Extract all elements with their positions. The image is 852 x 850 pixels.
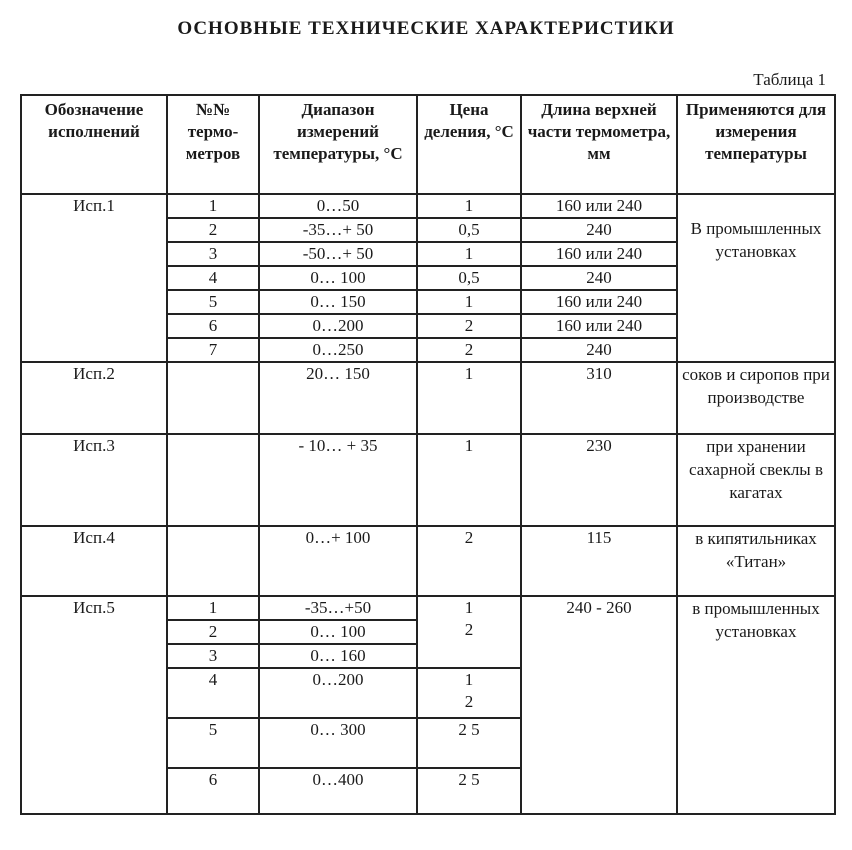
header-row — [21, 95, 835, 194]
division-cell — [417, 668, 521, 718]
range-cell: 0…200 — [259, 668, 417, 718]
length-cell: 160 или 240 — [521, 314, 677, 338]
range-cell: - 10… + 35 — [259, 434, 417, 526]
range-cell: 0…50 — [259, 194, 417, 218]
range-cell: 20… 150 — [259, 362, 417, 434]
range-cell: -50…+ 50 — [259, 242, 417, 266]
num-cell: 3 — [167, 242, 259, 266]
length-cell: 230 — [521, 434, 677, 526]
header-application: Применяются для измерения температуры — [677, 95, 835, 194]
num-cell — [167, 526, 259, 596]
range-cell: 0… 150 — [259, 290, 417, 314]
num-cell: 3 — [167, 644, 259, 668]
num-cell: 6 — [167, 314, 259, 338]
num-cell: 4 — [167, 266, 259, 290]
table-row — [21, 526, 835, 596]
designation-cell: Исп.3 — [21, 434, 167, 526]
division-value: 2 — [464, 692, 474, 711]
num-cell: 1 — [167, 596, 259, 620]
range-cell: 0… 100 — [259, 266, 417, 290]
range-cell: 0… 300 — [259, 718, 417, 768]
division-cell: 1 — [417, 194, 521, 218]
designation-cell: Исп.2 — [21, 362, 167, 434]
division-cell: 2 5 — [417, 718, 521, 768]
division-cell: 2 — [417, 526, 521, 596]
application-cell: при хранении сахарной свеклы в кагатах — [677, 434, 835, 526]
length-cell: 160 или 240 — [521, 290, 677, 314]
application-cell: соков и сиропов при производстве — [677, 362, 835, 434]
page-title: ОСНОВНЫЕ ТЕХНИЧЕСКИЕ ХАРАКТЕРИСТИКИ — [177, 18, 675, 39]
designation-cell: Исп.4 — [21, 526, 167, 596]
table-row — [21, 362, 835, 434]
header-length: Длина верхней части термометра, мм — [521, 95, 677, 194]
division-cell: 1 — [417, 362, 521, 434]
num-cell — [167, 362, 259, 434]
length-cell: 240 - 260 — [521, 596, 677, 814]
division-cell: 0,5 — [417, 218, 521, 242]
division-cell: 2 5 — [417, 768, 521, 814]
designation-cell: Исп.5 — [21, 596, 167, 814]
table-row — [21, 194, 835, 218]
range-cell: 0…+ 100 — [259, 526, 417, 596]
num-cell: 5 — [167, 290, 259, 314]
division-cell: 1 — [417, 434, 521, 526]
division-cell: 1 — [417, 290, 521, 314]
division-value: 2 — [464, 620, 474, 639]
num-cell: 7 — [167, 338, 259, 362]
num-cell: 4 — [167, 668, 259, 718]
division-cell: 1 — [417, 242, 521, 266]
table-number: Таблица 1 — [753, 70, 826, 89]
num-cell: 2 — [167, 620, 259, 644]
num-cell: 2 — [167, 218, 259, 242]
header-division: Цена деления, °С — [417, 95, 521, 194]
length-cell: 115 — [521, 526, 677, 596]
division-cell: 2 — [417, 338, 521, 362]
num-cell: 1 — [167, 194, 259, 218]
division-cell — [417, 596, 521, 668]
designation-cell: Исп.1 — [21, 194, 167, 362]
num-cell: 6 — [167, 768, 259, 814]
length-cell: 310 — [521, 362, 677, 434]
characteristics-table — [20, 94, 836, 815]
length-cell: 240 — [521, 266, 677, 290]
header-numbers: №№ термо- метров — [167, 95, 259, 194]
table-row — [21, 434, 835, 526]
table-row — [21, 596, 835, 620]
range-cell: 0… 100 — [259, 620, 417, 644]
range-cell: 0… 160 — [259, 644, 417, 668]
length-cell: 160 или 240 — [521, 194, 677, 218]
range-cell: 0…250 — [259, 338, 417, 362]
application-cell: в промышленных установках — [677, 596, 835, 814]
length-cell: 160 или 240 — [521, 242, 677, 266]
division-value: 1 — [464, 670, 474, 689]
range-cell: -35…+ 50 — [259, 218, 417, 242]
length-cell: 240 — [521, 338, 677, 362]
num-cell: 5 — [167, 718, 259, 768]
header-designation: Обозначение исполнений — [21, 95, 167, 194]
num-cell — [167, 434, 259, 526]
range-cell: -35…+50 — [259, 596, 417, 620]
header-range: Диапазон измерений температуры, °С — [259, 95, 417, 194]
division-cell: 0,5 — [417, 266, 521, 290]
range-cell: 0…200 — [259, 314, 417, 338]
range-cell: 0…400 — [259, 768, 417, 814]
application-cell: в кипятильниках «Титан» — [677, 526, 835, 596]
division-cell: 2 — [417, 314, 521, 338]
application-cell: В промышленных установках — [677, 194, 835, 362]
length-cell: 240 — [521, 218, 677, 242]
division-value: 1 — [464, 598, 474, 617]
